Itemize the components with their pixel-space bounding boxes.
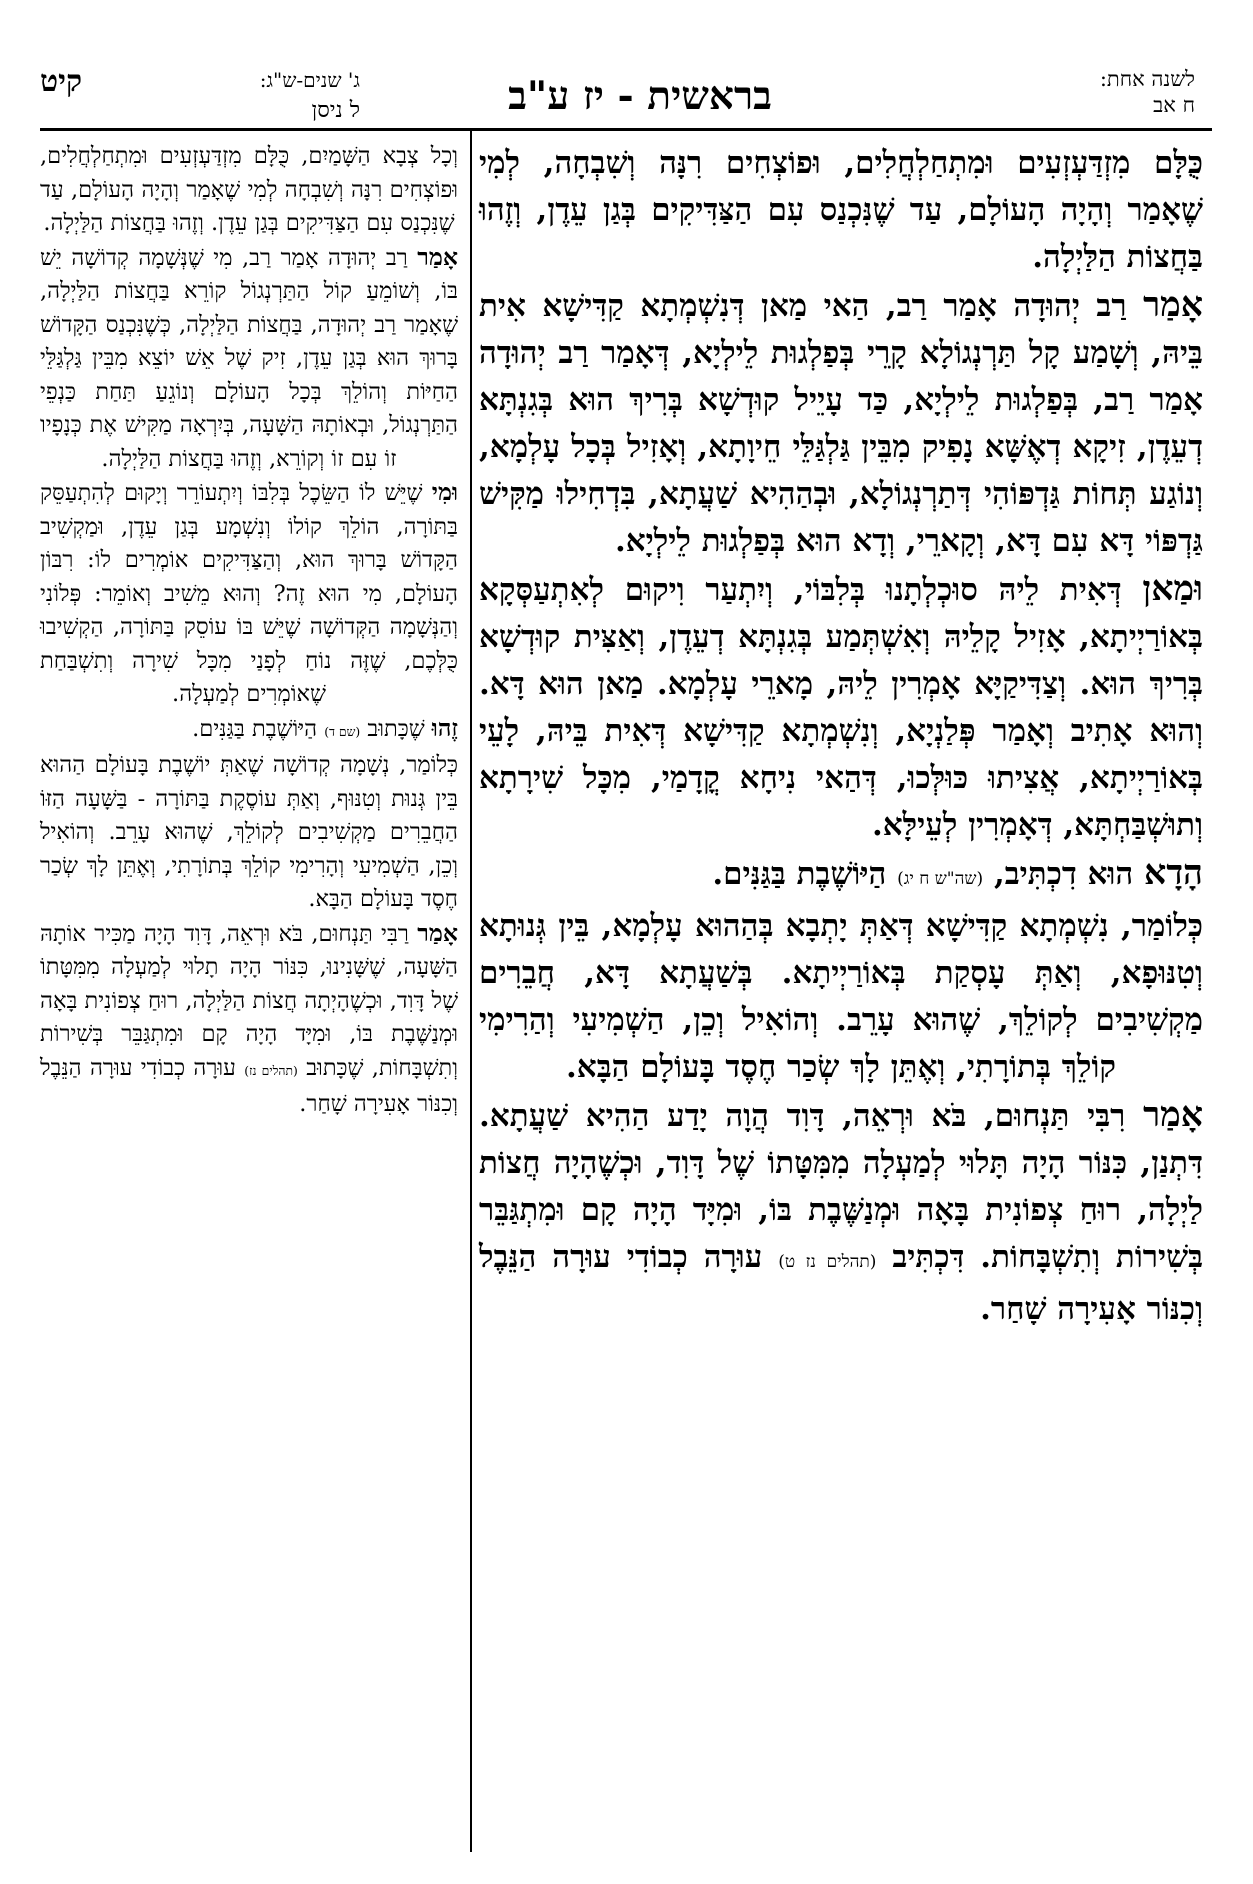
main-paragraph-2 — [479, 281, 1203, 565]
verse-quote: הַיּוֹשֶׁבֶת בַּגַּנִּים. — [712, 856, 887, 892]
paragraph-text: שֶׁכָּתוּב — [367, 715, 425, 742]
main-paragraph-5: כְּלוֹמַר, נִשְׁמְתָא קַדִּישָׁא דְּאַתְּ יָתְבָא בְּהַהוּא עָלְמָא, בֵּין גְּנוּתָא וְטִנּוּפָא, וְאַתְּ עָסְקַת בְּאוֹרַיְיתָא. בְּשַׁעֲתָא דָּא, חֲבֵרִים מַקְשִׁיבִים לְקוֹלֵךְ, שֶׁהוּא עָרֵב. וְהוֹאִיל וְכֵן, הַשְׁמִיעִי וְהַרִימִי קוֹלֵךְ בְּתוֹרָתִי, וְאֶתֵּן לָךְ שְׂכַר חֶסֶד בָּעוֹלָם הַבָּא. — [479, 908, 1203, 1085]
main-paragraph-1: כֻּלָּם מִזְדַּעְזְעִים וּמִתְחַלְחֲלִים, וּפוֹצְחִים רִנָּה וְשִׁבְחָה, לְמִי שֶׁאָמַר וְהָיָה הָעוֹלָם, עַד שֶׁנִּכְנַס עִם הַצַּדִּיקִים בְּגַן עֵדֶן, וְזֶהוּ בַּחֲצוֹת הַלַּיְלָה. — [479, 145, 1203, 275]
paragraph-lead-word: וּמַאן — [1142, 568, 1203, 609]
paragraph-text: שֶׁיֵּשׁ לוֹ הַשֵּׂכֶל בְּלִבּוֹ וְיִתְעוֹרֵר וְיָקוּם לְהִתְעַסֵּק בַּתּוֹרָה, הוֹלֵךְ קוֹלוֹ וְנִשְׁמָע בְּגַן עֵדֶן, וּמַקְשִׁיב הַקָּדוֹשׁ בָּרוּךְ הוּא, וְהַצַּדִּיקִים אוֹמְרִים לוֹ: רִבּוֹן הָעוֹלָם, מִי הוּא זֶה? וְהוּא מֵשִׁיב וְאוֹמֵר: פְּלוֹנִי וְהַנְּשָׁמָה הַקְּדוֹשָׁה שֶׁיֵּשׁ בּוֹ עוֹסֵק בַּתּוֹרָה, הַקְשִׁיבוּ כֻּלְּכֶם, שֶׁזֶּה נוֹחַ לְפָנַי מִכָּל שִׁירָה וְתִשְׁבַּחַת שֶׁאוֹמְרִים לְמַעְלָה. — [40, 480, 458, 707]
paragraph-lead-word: אָמַר — [417, 918, 458, 947]
paragraph-lead-word: אָמַר — [1143, 284, 1203, 325]
header-study-schedule-one-year — [945, 66, 1195, 136]
paragraph-lead-word: אָמַר — [1143, 1094, 1203, 1135]
main-text-column — [479, 140, 1203, 1333]
schedule-date-one-year: ח אב — [1153, 93, 1195, 117]
paragraph-lead-word: אָמַר — [417, 242, 459, 271]
verse-reference: (שה"ש ח יג) — [897, 869, 984, 889]
paragraph-text: רִבִּי תַּנְחוּם, בֹּא וּרְאֵה, דָּוִד הֲוָה יָדַע הַהִיא שַׁעֲתָא. דִּתְנַן, כִּנּוֹר הָיָה תָּלוּי לְמַעְלָה מִמִּטָּתוֹ שֶׁל דָּוִד, וּכְשֶׁהָיָה חֲצוֹת לַיְלָה, רוּחַ צְפוֹנִית בָּאָה וּמְנַשֶּׁבֶת בּוֹ, וּמִיָּד הָיָה קָם וּמִתְגַּבֵּר בְּשִׁירוֹת וְתִשְׁבָּחוֹת. דִּכְתִּיב — [479, 1098, 1204, 1275]
page-number: קיט — [40, 64, 83, 99]
paragraph-text: רַב יְהוּדָה אָמַר רַב, מִי שֶׁנְּשָׁמָה קְדוֹשָׁה יֵשׁ בּוֹ, וְשׁוֹמֵעַ קוֹל הַתַּרְנְגוֹל קוֹרֵא בַּחֲצוֹת הַלַּיְלָה, שֶׁאָמַר רַב יְהוּדָה, בַּחֲצוֹת הַלַּיְלָה, כְּשֶׁנִּכְנַס הַקָּדוֹשׁ בָּרוּךְ הוּא בְּגַן עֵדֶן, זִיק שֶׁל אֵשׁ יוֹצֵא מִבֵּין גַּלְגַּלֵּי הַחַיּוֹת וְהוֹלֵךְ בְּכָל הָעוֹלָם וְנוֹגֵעַ תַּחַת כַּנְפֵי הַתַּרְנְגוֹל, וּבְאוֹתָהּ הַשָּׁעָה, בְּיִרְאָה מַקִּישׁ אֶת כְּנָפָיו זוֹ עִם זוֹ וְקוֹרֵא, וְזֶהוּ בַּחֲצוֹת הַלַּיְלָה. — [40, 244, 458, 472]
verse-quote: עוּרָה כְבוֹדִי עוּרָה הַנֵּבֶל וְכִנּוֹר אָעִירָה שָׁחַר. — [479, 1239, 1203, 1327]
paragraph-lead-word: וּמִי — [431, 478, 458, 506]
verse-reference: (תהלים נז ט) — [778, 1252, 877, 1272]
header-divider — [40, 128, 1212, 131]
side-paragraph-3 — [40, 476, 458, 712]
header-study-schedule-three-years — [40, 66, 360, 136]
schedule-label-one-year: לשנה אחת: — [1099, 67, 1195, 91]
paragraph-text: דְּאִית לֵיהּ סוּכְלְתָנוּ בְּלִבּוֹי, וְיִתְעַר וִיקוּם לְאִתְעַסְּקָא בְּאוֹרַיְיתָא, אָזִיל קָלֵיהּ וְאִשְׁתְּמַע בְּגִנְתָּא דְעֵדֶן, וְאַצִּית קוּדְשָׁא בְּרִיךְ הוּא. וְצַדִּיקַיָּא אָמְרִין לֵיהּ, מָארֵי עָלְמָא. מַאן הוּא דָּא. וְהוּא אָתִיב וְאָמַר פְּלַנְיָא, וְנִשְׁמְתָא קַדִּישָׁא דְּאִית בֵּיהּ, לָעֵי בְּאוֹרַיְיתָא, אֲצִיתוּ כּוּלְּכוּ, דְּהַאי נִיחָא קֳדָמַי, מִכָּל שִׁירָתָא וְתוּשְׁבַּחְתָּא, דְּאָמְרִין לְעֵילָּא. — [479, 572, 1203, 843]
verse-reference: (שם ד) — [324, 724, 361, 739]
verse-reference: (תהלים נז) — [244, 1063, 298, 1078]
main-paragraph-4 — [479, 849, 1203, 903]
paragraph-lead-word: הָדָא — [1144, 852, 1203, 893]
side-paragraph-1: וְכָל צְבָא הַשָּׁמַיִם, כֻּלָּם מִזְדַּעְזְעִים וּמִתְחַלְחֲלִים, וּפוֹצְחִים רִנָּה וְשִׁבְחָה לְמִי שֶׁאָמַר וְהָיָה הָעוֹלָם, עַד שֶׁנִּכְנַס עִם הַצַּדִּיקִים בְּגַן עֵדֶן. וְזֶהוּ בַּחֲצוֹת הַלַּיְלָה. — [40, 143, 458, 236]
side-paragraph-2 — [40, 241, 458, 477]
main-paragraph-6 — [479, 1091, 1203, 1333]
side-paragraph-5: כְּלוֹמַר, נְשָׁמָה קְדוֹשָׁה שֶׁאַתְּ יוֹשֶׁבֶת בָּעוֹלָם הַהוּא בֵּין גְּנוּת וְטִנּוּף, וְאַתְּ עוֹסֶקֶת בַּתּוֹרָה - בַּשָּׁעָה הַזּוֹ הַחֲבֵרִים מַקְשִׁיבִים לְקוֹלֵךְ, שֶׁהוּא עָרֵב. וְהוֹאִיל וְכֵן, הַשְׁמִיעִי וְהָרִימִי קוֹלֵךְ בְּתוֹרָתִי, וְאֶתֵּן לָךְ שְׂכַר חֶסֶד בָּעוֹלָם הַבָּא. — [40, 752, 458, 912]
column-divider — [470, 130, 472, 1852]
paragraph-text: רַב יְהוּדָה אָמַר רַב, הַאי מַאן דְּנִשְׁמְתָא קַדִּישָׁא אִית בֵּיהּ, וְשָׁמַע קָל תַּרְנְגוֹלָא קָרֵי בְּפַלְגוּת לֵילְיָא, דְּאָמַר רַב יְהוּדָה אָמַר רַב, בְּפַלְגוּת לֵילְיָא, כַּד עָיֵיל קוּדְשָׁא בְּרִיךְ הוּא בְּגִנְתָּא דְעֵדֶן, זִיקָא דְאֶשָּׁא נָפִיק מִבֵּין גַּלְגַּלֵּי חֵיוָתָא, וְאָזִיל בְּכָל עָלְמָא, וְנוֹגַע תְּחוֹת גַּדְפּוֹהִי דְּתַרְנְגוֹלָא, וּבְהַהִיא שַׁעֲתָא, בִּדְחִילוּ מַקִּישׁ גַּדְפּוֹי דָּא עִם דָּא, וְקָארֵי, וְדָא הוּא בְּפַלְגוּת לֵילְיָא. — [479, 288, 1203, 559]
page-title: בראשית - יז ע"ב — [508, 73, 772, 119]
schedule-date-three-years: ל ניסן — [311, 98, 360, 123]
side-paragraph-6 — [40, 917, 458, 1122]
translation-column — [40, 140, 458, 1122]
side-paragraph-4 — [40, 712, 458, 750]
paragraph-text: הוּא דִכְתִּיב, — [993, 856, 1134, 892]
verse-quote: הַיּוֹשֶׁבֶת בַּגַּנִּים. — [192, 715, 318, 742]
paragraph-text: רַבִּי תַּנְחוּם, בֹּא וּרְאֵה, דָּוִד הָיָה מַכִּיר אוֹתָהּ הַשָּׁעָה, שֶׁשָּׁנִינוּ, כִּנּוֹר הָיָה תָלוּי לְמַעְלָה מִמִּטָּתוֹ שֶׁל דָּוִד, וּכְשֶׁהָיְתָה חֲצוֹת הַלַּיְלָה, רוּחַ צְפוֹנִית בָּאָה וּמְנַשֶּׁבֶת בּוֹ, וּמִיָּד הָיָה קָם וּמִתְגַּבֵּר בְּשִׁירוֹת וְתִשְׁבָּחוֹת, שֶׁכָּתוּב — [40, 920, 459, 1081]
schedule-label-three-years: ג' שנים-ש"ג: — [259, 68, 360, 92]
verse-quote: עוּרָה כְבוֹדִי עוּרָה הַנֵּבֶל וְכִנּוֹר אָעִירָה שָׁחַר. — [40, 1054, 458, 1117]
main-paragraph-3 — [479, 565, 1203, 849]
paragraph-lead-word: זֶהוּ — [431, 713, 458, 742]
